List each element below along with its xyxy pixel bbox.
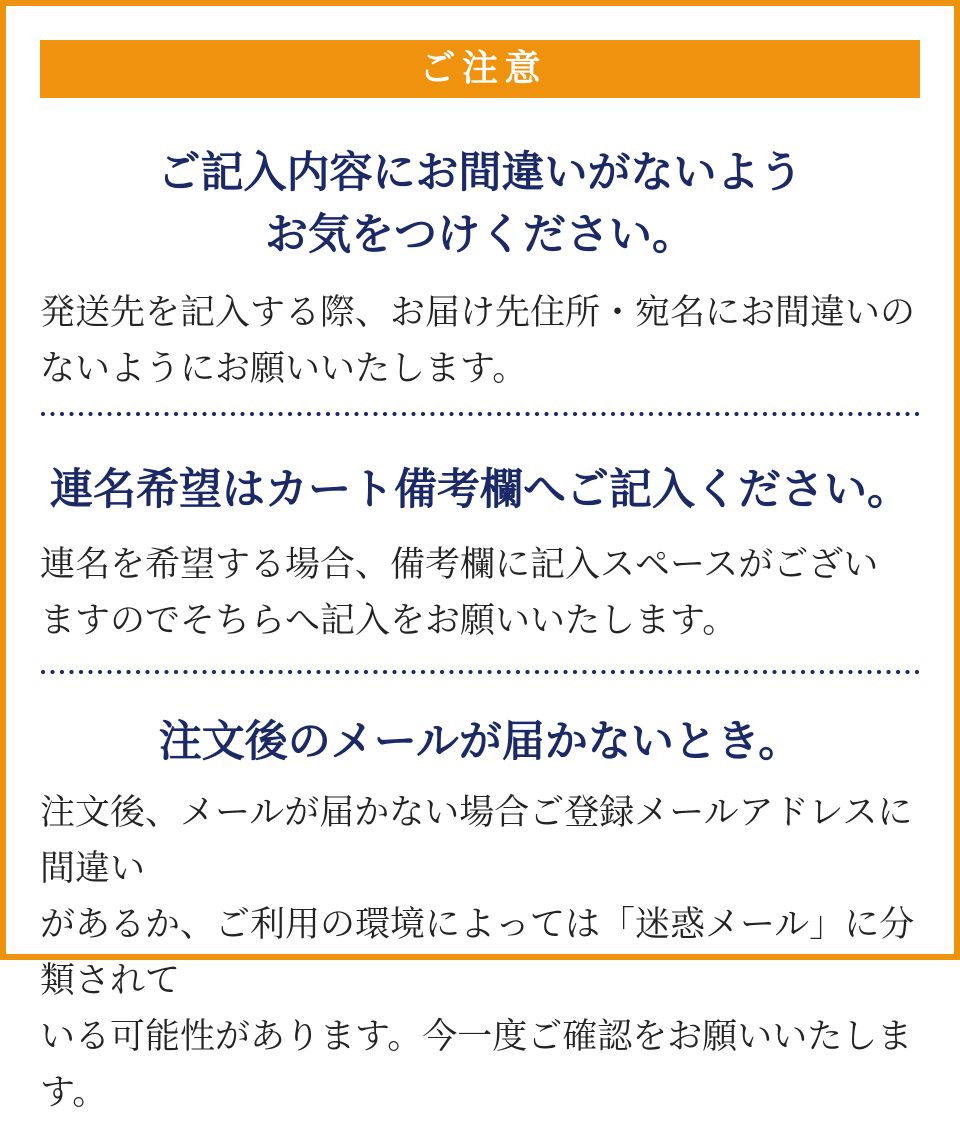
section-missing-email [6,711,954,1121]
section-entry-accuracy [6,142,954,397]
section-joint-names [6,459,954,649]
section-entry-accuracy-body: 発送先を記入する際、お届け先住所・宛名にお間違いの ないようにお願いいたします。 [40,292,916,389]
dotted-divider [40,411,922,417]
section-joint-names-heading: 連名希望はカート備考欄へご記入ください。 [50,464,910,515]
section-joint-names-body: 連名を希望する場合、備考欄に記入スペースがござい ますのでそちらへ記入をお願いいたします。 [40,545,879,642]
notice-header-title: ご注意 [419,48,547,89]
notice-header-bar [40,40,920,98]
dotted-divider [40,669,922,675]
section-missing-email-heading: 注文後のメールが届かないとき。 [158,717,802,768]
section-missing-email-body: 注文後、メールが届かない場合ご登録メールアドレスに間違い があるか、ご利用の環境によっては「迷惑メール」に分類されて いる可能性があります。今一度ご確認をお願いいたします。 [40,793,915,1114]
section-entry-accuracy-heading: ご記入内容にお間違いがないよう お気をつけください。 [157,148,803,261]
